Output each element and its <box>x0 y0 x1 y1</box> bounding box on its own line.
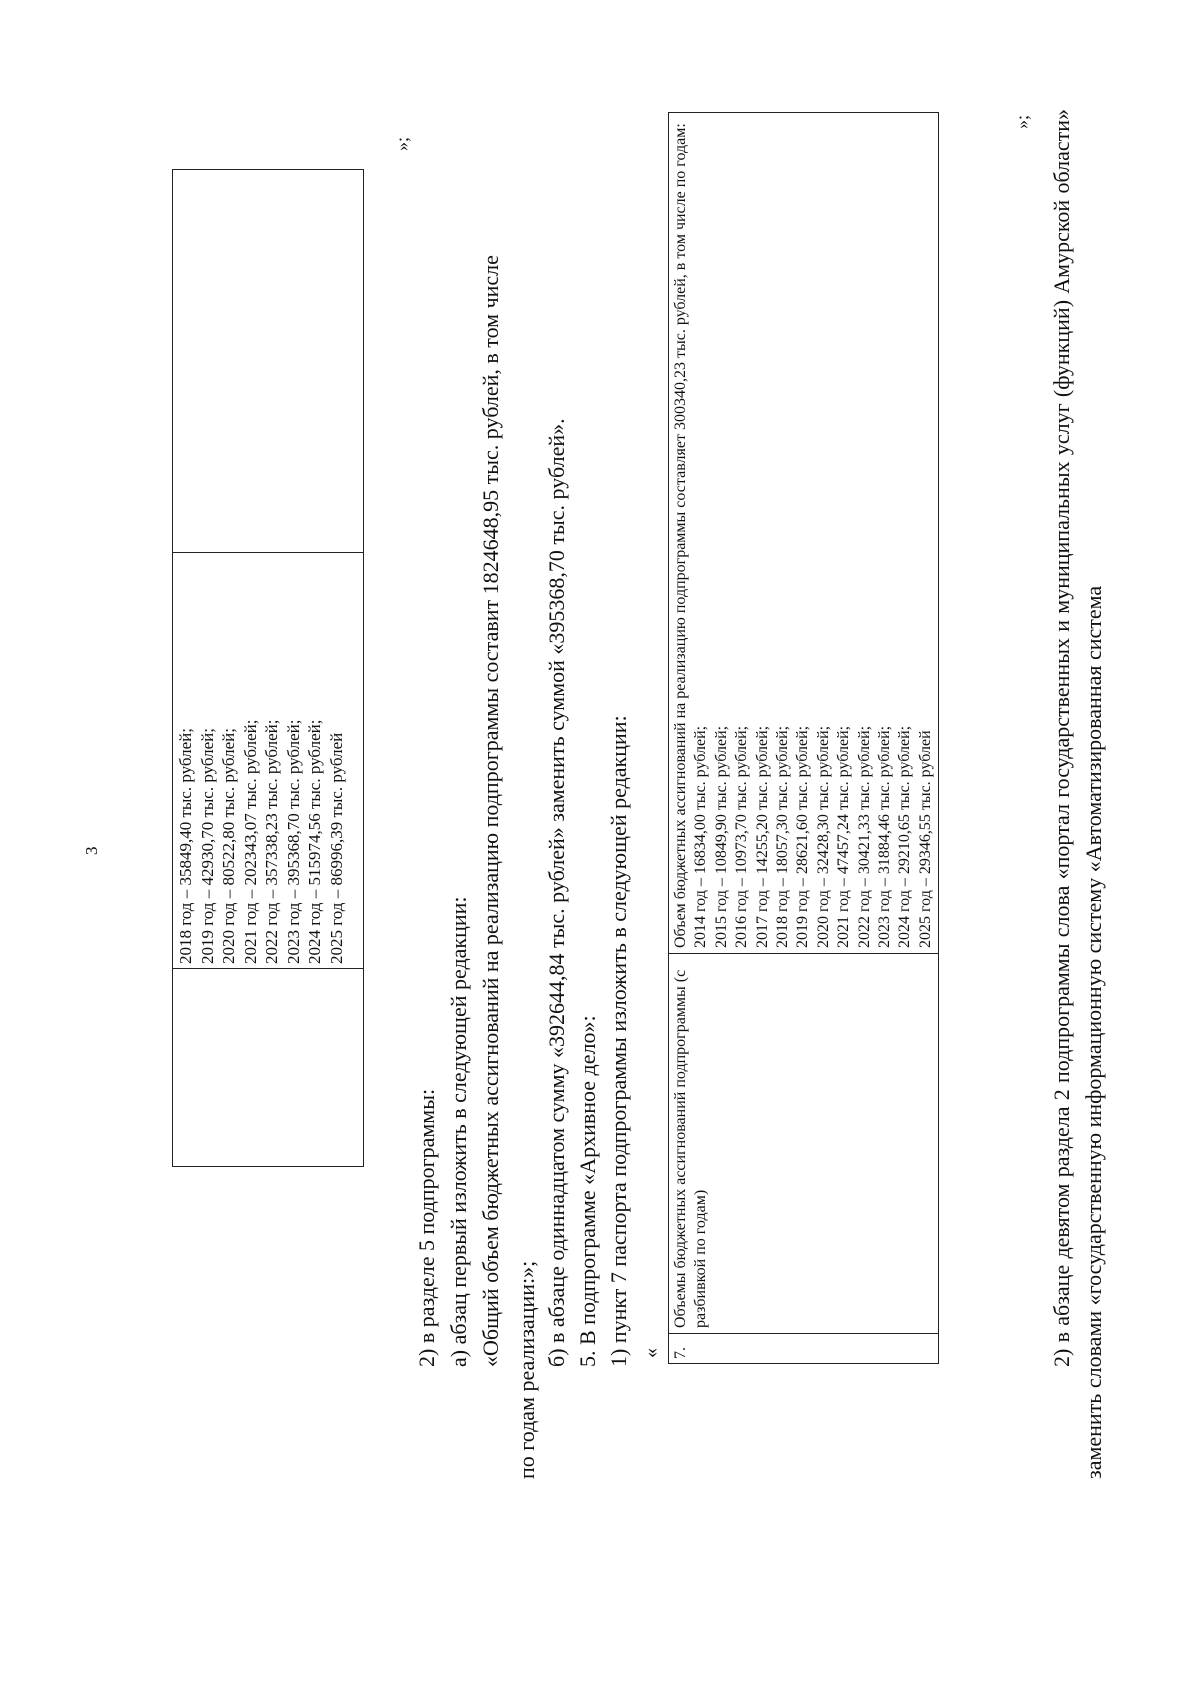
text-line: а) абзац первый изложить в следующей редакции: <box>446 896 471 1367</box>
closing-quote: »; <box>1012 114 1032 129</box>
year-line: 2016 год – 10973,70 тыс. рублей; <box>733 725 751 948</box>
table-cell-empty <box>173 968 363 1166</box>
year-line: 2018 год – 18057,30 тыс. рублей; <box>774 725 792 948</box>
year-line: 2022 год – 30421,33 тыс. рублей; <box>855 725 873 948</box>
year-line: 2023 год – 395368,70 тыс. рублей; <box>283 719 303 964</box>
table-cell-years <box>173 552 363 968</box>
page-number: 3 <box>82 846 101 855</box>
text-line: по годам реализации:»; <box>514 1260 539 1479</box>
year-line: 2014 год – 16834,00 тыс. рублей; <box>692 725 710 948</box>
year-line: 2024 год – 29210,65 тыс. рублей; <box>896 725 914 948</box>
year-line: 2021 год – 47457,24 тыс. рублей; <box>835 725 853 948</box>
year-line: 2017 год – 14255,20 тыс. рублей; <box>753 725 771 948</box>
budget-table-continuation <box>172 169 364 1167</box>
paragraph: 2) в абзаце девятом раздела 2 подпрограммы слова «портал государственных и муниципальных услуг (функций) Амурской области» заменить словами «государственную информационную систему «Автоматизированная система <box>1049 109 1106 1479</box>
year-line: 2015 год – 10849,90 тыс. рублей; <box>712 725 730 948</box>
row-value <box>669 113 938 953</box>
text-line: «Общий объем бюджетных ассигнований на реализацию подпрограммы составит 1824648,95 тыс. рублей, в том числе <box>478 255 503 1367</box>
text-line: б) в абзаце одиннадцатом сумму «392644,84 тыс. рублей» заменить суммой «395368,70 тыс. рублей». <box>544 418 569 1367</box>
value-intro: Объем бюджетных ассигнований на реализацию подпрограммы составляет 300340,23 тыс. рублей, в том числе по годам: <box>672 123 689 948</box>
subprogram-passport-table <box>668 112 939 1364</box>
row-number: 7. <box>669 1333 938 1363</box>
year-line: 2024 год – 515974,56 тыс. рублей; <box>305 719 324 964</box>
year-line: 2020 год – 32428,30 тыс. рублей; <box>814 725 832 948</box>
year-line: 2021 год – 202343,07 тыс. рублей; <box>240 719 260 964</box>
year-line: 2018 год – 35849,40 тыс. рублей; <box>176 728 195 964</box>
text-line: 1) пункт 7 паспорта подпрограммы изложить в следующей редакции: <box>606 715 631 1367</box>
year-line: 2023 год – 31884,46 тыс. рублей; <box>876 725 894 948</box>
opening-quote: « <box>640 1348 662 1358</box>
table-cell-empty <box>173 170 363 552</box>
year-line: 2025 год – 86996,39 тыс. рублей <box>326 732 346 964</box>
year-line: 2022 год – 357338,23 тыс. рублей; <box>262 719 281 964</box>
closing-quote: »; <box>392 136 412 151</box>
year-line: 2019 год – 42930,70 тыс. рублей; <box>197 728 217 964</box>
year-line: 2025 год – 29346,55 тыс. рублей <box>916 730 934 948</box>
year-line: 2019 год – 28621,60 тыс. рублей; <box>794 725 812 948</box>
year-line: 2020 год – 80522,80 тыс. рублей; <box>219 728 238 964</box>
section-heading: 5. В подпрограмме «Архивное дело»: <box>575 1015 600 1367</box>
text-line: 2) в разделе 5 подпрограммы: <box>414 1088 439 1367</box>
row-label: Объемы бюджетных ассигнований подпрограммы (с разбивкой по годам) <box>669 953 938 1333</box>
